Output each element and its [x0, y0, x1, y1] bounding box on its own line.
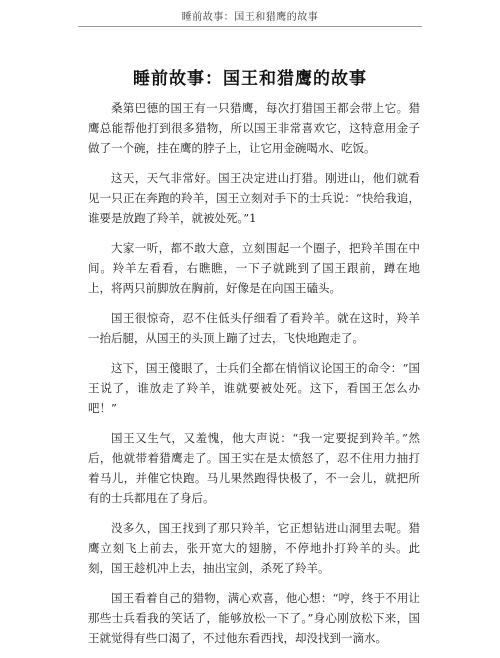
document-body	[88, 98, 420, 658]
paragraph: 桑第巴德的国王有一只猎鹰，每次打猎国王都会带上它。猎鹰总能帮他打到很多猎物，所以国王非常喜欢它，这特意用金子做了一个碗，挂在鹰的脖子上，让它用金碗喝水、吃饭。	[88, 101, 420, 155]
paragraph: 没多久，国王找到了那只羚羊，它正想钻进山洞里去呢。猎鹰立刻飞上前去，张开宽大的翅膀，不停地扑打羚羊的头。此刻，国王趁机冲上去，抽出宝剑，杀死了羚羊。	[88, 521, 420, 575]
running-header: 睡前故事：国王和猎鹰的故事	[181, 12, 319, 23]
paragraph: 大家一听，都不敢大意，立刻围起一个圈子，把羚羊围在中间。羚羊左看看，右瞧瞧，一下子就跳到了国王跟前，蹲在地上，将两只前脚放在胸前，好像是在向国王磕头。	[88, 241, 420, 295]
paragraph: 这下，国王傻眼了，士兵们全都在悄悄议论国王的命令：“国王说了，谁放走了羚羊，谁就要被处死。这下，看国王怎么办吧！”	[88, 361, 420, 415]
paragraph: 国王又生气，又羞愧，他大声说：“我一定要捉到羚羊。”然后，他就带着猎鹰走了。国王实在是太愤怒了，忍不住用力抽打着马儿，并催它快跑。马儿果然跑得快极了，不一会儿，就把所有的士兵都甩在了身后。	[88, 431, 420, 505]
header-divider	[78, 26, 422, 27]
document-title: 睡前故事：国王和猎鹰的故事	[133, 69, 367, 89]
paragraph: 国王看着自己的猎物，满心欢喜，他心想：“哼，终于不用让那些士兵看我的笑话了，能够放松一下了。”身心刚放松下来，国王就觉得有些口渴了，不过他东看西找，却没找到一滴水。	[88, 591, 420, 645]
paragraph: 国王很惊奇，忍不住低头仔细看了看羚羊。就在这时，羚羊一抬后腿，从国王的头顶上蹦了过去，飞快地跑走了。	[88, 311, 420, 345]
paragraph: 这天，天气非常好。国王决定进山打猎。刚进山，他们就看见一只正在奔跑的羚羊，国王立刻对手下的士兵说：“快给我追，谁要是放跑了羚羊，就被处死。”1	[88, 171, 420, 225]
